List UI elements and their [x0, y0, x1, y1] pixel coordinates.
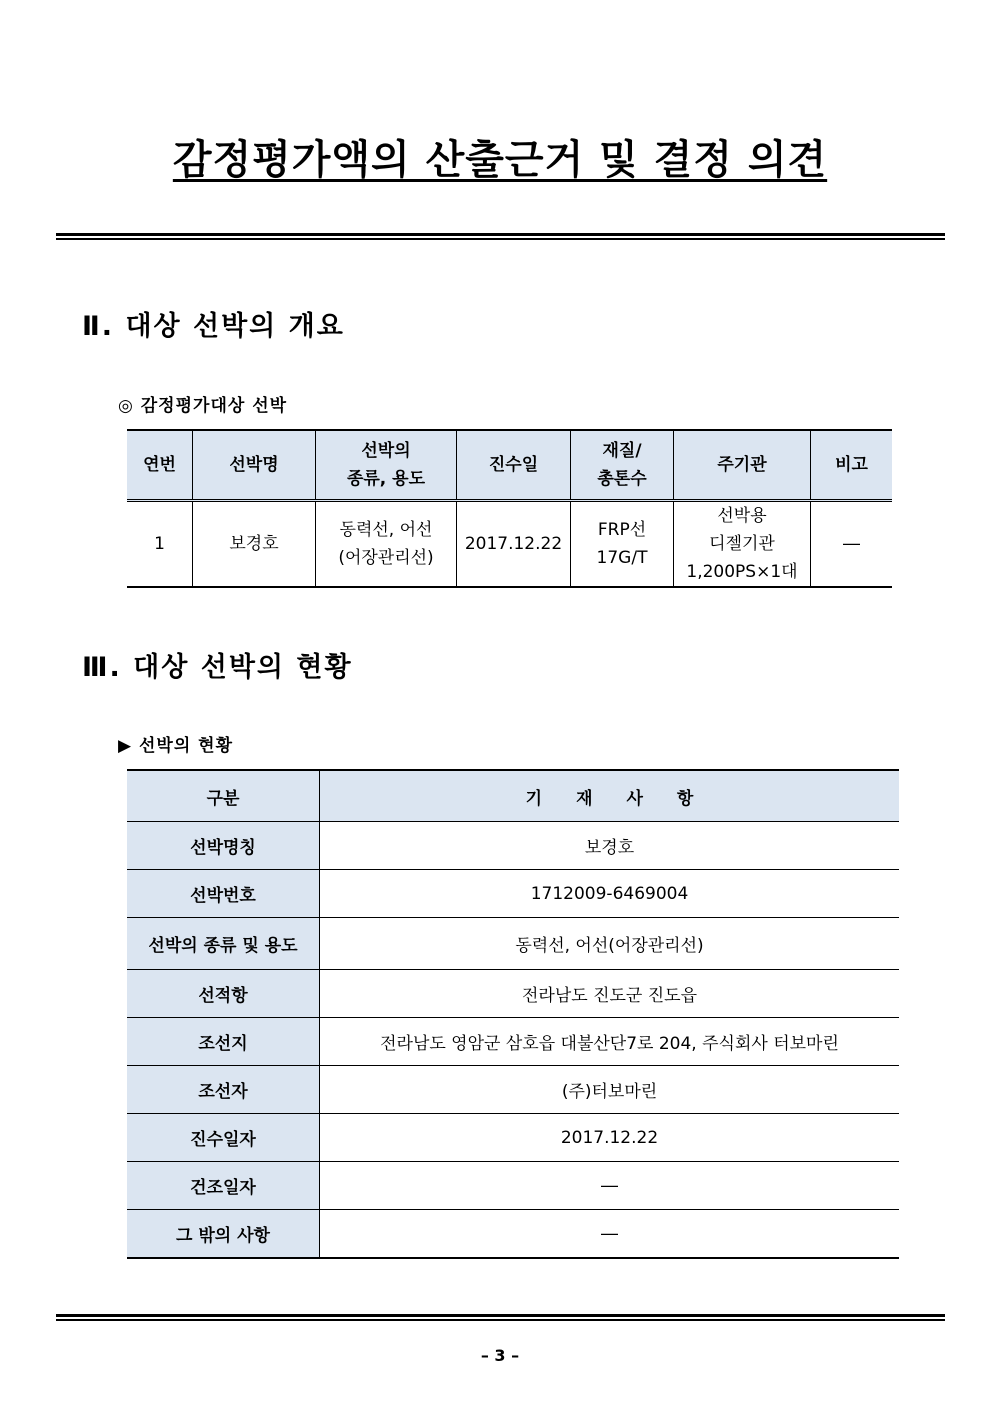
- table-row: [127, 1018, 899, 1066]
- table-row: [127, 1114, 899, 1162]
- row-label: 선적항: [127, 970, 320, 1018]
- row-value: 전라남도 진도군 진도읍: [320, 970, 900, 1018]
- vessel-status-table: [127, 769, 899, 1259]
- table-row: [127, 501, 892, 588]
- table-header-row: [127, 430, 892, 501]
- cell-no: 1: [127, 501, 193, 588]
- row-value: 1712009-6469004: [320, 870, 900, 918]
- row-value: ―: [320, 1162, 900, 1210]
- section-heading-status: Ⅲ. 대상 선박의 현황: [82, 652, 353, 683]
- row-value: 전라남도 영암군 삼호읍 대불산단7로 204, 주식회사 터보마린: [320, 1018, 900, 1066]
- col-header-details: 기재사항: [320, 770, 900, 822]
- table-row: [127, 1210, 899, 1259]
- table-row: [127, 918, 899, 970]
- page-number: – 3 –: [480, 1346, 520, 1365]
- row-label: 조선자: [127, 1066, 320, 1114]
- col-header-note: 비고: [811, 430, 893, 501]
- col-header-type: 선박의 종류, 용도: [316, 430, 457, 501]
- col-header-category: 구분: [127, 770, 320, 822]
- cell-launch: 2017.12.22: [457, 501, 571, 588]
- bottom-double-rule: [56, 1314, 945, 1321]
- cell-name: 보경호: [193, 501, 316, 588]
- row-value: 보경호: [320, 822, 900, 870]
- top-double-rule: [56, 233, 945, 240]
- row-value: (주)터보마린: [320, 1066, 900, 1114]
- col-header-launch: 진수일: [457, 430, 571, 501]
- table-row: [127, 1066, 899, 1114]
- cell-type: 동력선, 어선 (어장관리선): [316, 501, 457, 588]
- subheading-appraisal-target: ◎ 감정평가대상 선박: [118, 396, 288, 416]
- row-label: 진수일자: [127, 1114, 320, 1162]
- col-header-no: 연번: [127, 430, 193, 501]
- col-header-engine: 주기관: [674, 430, 811, 501]
- table-row: [127, 970, 899, 1018]
- table-row: [127, 1162, 899, 1210]
- col-header-name: 선박명: [193, 430, 316, 501]
- table-header-row: [127, 770, 899, 822]
- row-label: 건조일자: [127, 1162, 320, 1210]
- vessel-overview-table: [127, 429, 892, 588]
- cell-material: FRP선 17G/T: [571, 501, 674, 588]
- section-heading-overview: Ⅱ. 대상 선박의 개요: [82, 311, 345, 342]
- row-label: 선박번호: [127, 870, 320, 918]
- row-label: 선박명칭: [127, 822, 320, 870]
- row-value: 동력선, 어선(어장관리선): [320, 918, 900, 970]
- cell-note: ―: [811, 501, 893, 588]
- row-label: 조선지: [127, 1018, 320, 1066]
- row-value: 2017.12.22: [320, 1114, 900, 1162]
- subheading-vessel-status: ▶ 선박의 현황: [118, 736, 234, 756]
- row-value: ―: [320, 1210, 900, 1259]
- cell-engine: 선박용 디젤기관 1,200PS×1대: [674, 501, 811, 588]
- row-label: 그 밖의 사항: [127, 1210, 320, 1259]
- table-row: [127, 822, 899, 870]
- col-header-material: 재질/ 총톤수: [571, 430, 674, 501]
- table-row: [127, 870, 899, 918]
- row-label: 선박의 종류 및 용도: [127, 918, 320, 970]
- page-title: 감정평가액의 산출근거 및 결정 의견: [172, 137, 828, 183]
